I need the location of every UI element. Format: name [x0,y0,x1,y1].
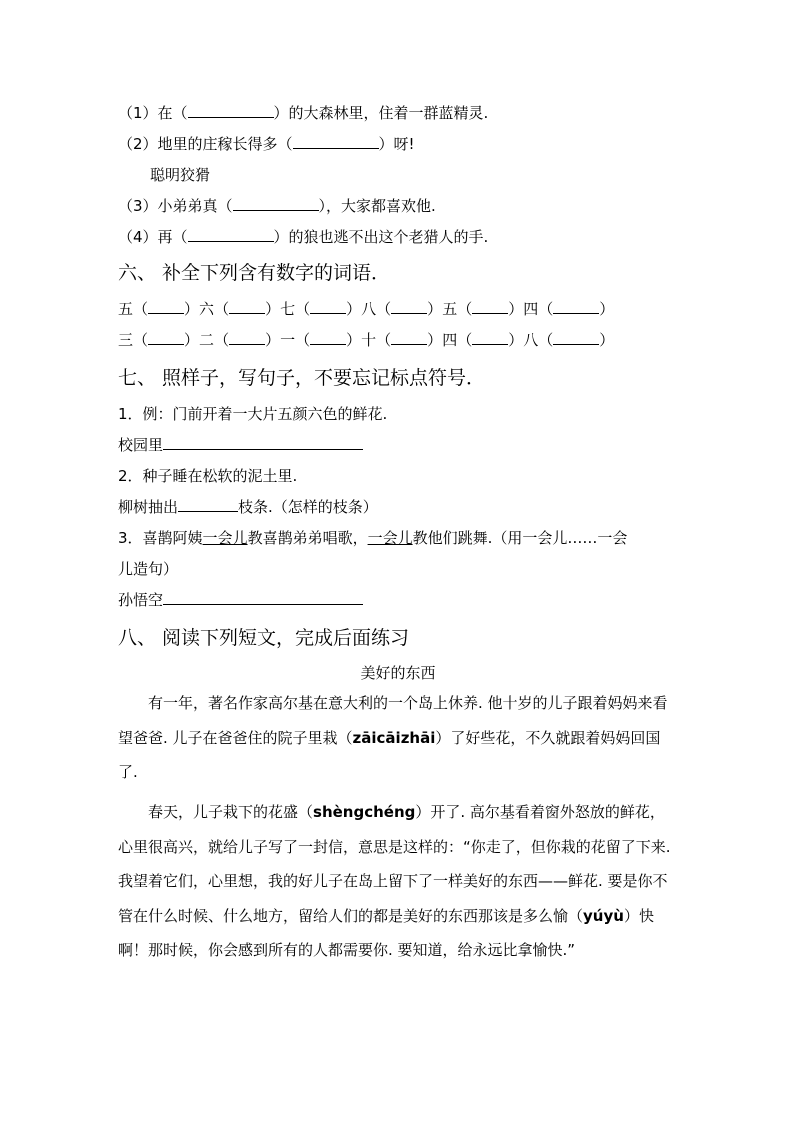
answer-2-blank[interactable] [178,497,238,512]
num-blank[interactable] [553,330,599,345]
num-word: 三 [118,331,134,349]
para-text: 春天，儿子栽下的花盛（ [148,803,314,821]
num-word: 十 [361,331,377,349]
number-words-row-1: 五（ ）六（ ）七（ ）八（ ）五（ ）四（ ） [118,300,615,318]
num-blank[interactable] [148,330,184,345]
section6-heading: 六、 补全下列含有数字的词语． [118,262,391,284]
example-2: 2．种子睡在松软的泥土里. [118,467,298,485]
example-3 [118,528,627,548]
ex3-part: 教喜鹊弟弟唱歌， [247,529,368,547]
example-1: 1．例：门前开着一大片五颜六色的鲜花. [118,405,388,423]
q1-prefix: （1）在（ [118,104,188,122]
para-text: ）了好些花，不久就跟着妈妈回国了. [118,728,661,781]
ex3-part: 教他们跳舞.（用一会儿……一会 [412,529,628,547]
num-word: 八 [523,331,539,349]
num-blank[interactable] [472,299,508,314]
num-word: 二 [199,331,215,349]
pinyin-options: zāicāizhāi [352,728,436,747]
q1-suffix: ）的大森林里，住着一群蓝精灵. [273,104,489,122]
passage-para-1 [118,686,678,790]
para-text: ）开了. 高尔基看着窗外怒放的鲜花，心里很高兴，就给儿子写了一封信，意思是这样的：“你走了，但你栽的花留了下来. 我望着它们，心里想，我的好儿子在岛上留下了一样美好的东西——鲜花. 要是你不管在什么时候、什么地方，留给人们的都是美好的东西那该是多么愉（ [118,803,671,925]
q1-blank[interactable] [188,103,274,118]
num-word: 四 [523,300,539,318]
para-text: 有一年，著名作家高尔基在意大利的一个岛上休养. 他十岁的儿子跟着妈妈来看望爸爸. 儿子在爸爸住的院子里栽（ [118,694,668,747]
ex3-underlined: 一会儿 [202,529,248,547]
q3-prefix: （3）小弟弟真（ [118,197,233,215]
num-word: 一 [280,331,296,349]
num-word: 四 [442,331,458,349]
word-options: 聪明狡猾 [150,166,211,184]
num-blank[interactable] [472,330,508,345]
num-word: 五 [442,300,458,318]
section8-heading: 八、 阅读下列短文，完成后面练习 [118,627,410,649]
num-word: 七 [280,300,296,318]
answer-1-blank[interactable] [163,435,363,450]
q3-line [118,196,436,216]
num-blank[interactable] [148,299,184,314]
q3-blank[interactable] [233,196,319,211]
num-blank[interactable] [229,330,265,345]
num-blank[interactable] [310,299,346,314]
num-blank[interactable] [391,299,427,314]
answer-1-line [118,435,363,455]
q3-suffix: ），大家都喜欢他. [318,197,436,215]
num-blank[interactable] [310,330,346,345]
ex3-underlined: 一会儿 [367,529,413,547]
answer-2-prefix: 柳树抽出 [118,498,179,516]
passage-title: 美好的东西 [360,664,436,682]
number-words-row-2: 三（ ）二（ ）一（ ）十（ ）四（ ）八（ ） [118,331,615,349]
num-word: 六 [199,300,215,318]
num-blank[interactable] [553,299,599,314]
answer-1-label: 校园里 [118,436,164,454]
q2-line [118,134,415,154]
num-word: 五 [118,300,134,318]
q4-suffix: ）的狼也逃不出这个老猎人的手. [273,228,489,246]
num-blank[interactable] [229,299,265,314]
pinyin-options: yúyù [583,906,624,925]
answer-3-line [118,590,363,610]
q4-prefix: （4）再（ [118,228,188,246]
q2-suffix: ）呀! [378,135,415,153]
ex3-part: 3．喜鹊阿姨 [118,529,203,547]
q4-line [118,227,488,247]
q2-blank[interactable] [293,134,379,149]
num-blank[interactable] [391,330,427,345]
answer-3-label: 孙悟空 [118,591,164,609]
q1-line [118,103,488,123]
answer-2-line [118,497,378,517]
section7-heading: 七、 照样子，写句子，不要忘记标点符号． [118,367,486,389]
num-word: 八 [361,300,377,318]
q4-blank[interactable] [188,227,274,242]
pinyin-options: shèngchéng [313,803,416,821]
answer-2-suffix: 枝条.（怎样的枝条） [238,498,378,516]
para-text: ）快啊！那时候，你会感到所有的人都需要你. 要知道，给永远比拿愉快.” [118,906,654,959]
q2-prefix: （2）地里的庄稼长得多（ [118,135,293,153]
answer-3-blank[interactable] [163,590,363,605]
passage-para-2 [118,795,678,968]
example-3-cont: 儿造句） [118,560,179,578]
